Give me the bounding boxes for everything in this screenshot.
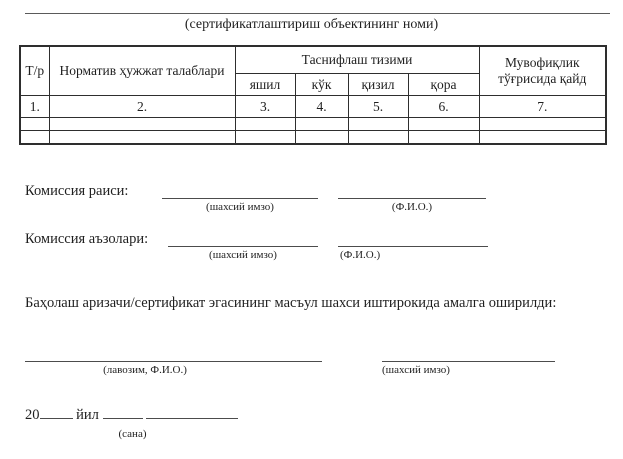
members-signature-caption: (шахсий имзо) [209, 249, 277, 261]
members-signature-blank-line [168, 232, 318, 247]
number-cell: 2. [49, 96, 235, 118]
commission-chair-label: Комиссия раиси: [25, 183, 129, 199]
assessment-statement: Баҳолаш аризачи/сертификат эгасининг масъул шахси иштирокида амалга оширилди: [25, 295, 557, 311]
empty-cell [295, 118, 348, 131]
table-header-row [20, 46, 606, 74]
empty-cell [479, 131, 606, 145]
subheader-cell-red: қизил [348, 74, 408, 96]
empty-cell [235, 118, 295, 131]
members-fio-caption: (Ф.И.О.) [340, 249, 381, 261]
month-blank [146, 403, 238, 419]
header-cell-classification-group: Таснифлаш тизими [235, 46, 479, 74]
object-name-blank-line [25, 13, 610, 14]
date-line [25, 403, 238, 424]
number-cell: 3. [235, 96, 295, 118]
number-cell: 6. [408, 96, 479, 118]
number-cell: 5. [348, 96, 408, 118]
year-prefix: 20 [25, 407, 40, 423]
table-empty-row [20, 118, 606, 131]
header-cell-normative: Норматив ҳужжат талаблари [49, 46, 235, 96]
year-blank [40, 403, 73, 419]
chair-fio-blank-line [338, 184, 486, 199]
number-cell: 7. [479, 96, 606, 118]
empty-cell [348, 118, 408, 131]
date-caption: (сана) [118, 428, 147, 440]
chair-fio-caption: (Ф.И.О.) [391, 201, 433, 213]
empty-cell [408, 131, 479, 145]
chair-signature-blank-line [162, 184, 318, 199]
empty-cell [49, 131, 235, 145]
year-word: йил [76, 407, 99, 423]
responsible-position-caption: (лавозим, Ф.И.О.) [103, 364, 187, 376]
subheader-cell-black: қора [408, 74, 479, 96]
empty-cell [295, 131, 348, 145]
subheader-cell-blue: кўк [295, 74, 348, 96]
day-blank [103, 403, 143, 419]
members-fio-blank-line [338, 232, 488, 247]
empty-cell [20, 131, 49, 145]
empty-cell [235, 131, 295, 145]
empty-cell [479, 118, 606, 131]
commission-members-label: Комиссия аъзолари: [25, 231, 149, 247]
subheader-cell-green: яшил [235, 74, 295, 96]
responsible-signature-blank-line [382, 347, 555, 362]
classification-table [19, 45, 607, 145]
empty-cell [348, 131, 408, 145]
responsible-signature-caption: (шахсий имзо) [382, 364, 450, 376]
number-cell: 4. [295, 96, 348, 118]
chair-signature-caption: (шахсий имзо) [206, 201, 274, 213]
number-cell: 1. [20, 96, 49, 118]
table-empty-row [20, 131, 606, 145]
responsible-position-blank-line [25, 347, 322, 362]
empty-cell [20, 118, 49, 131]
column-number-row [20, 96, 606, 118]
header-cell-tr: Т/р [20, 46, 49, 96]
object-name-caption: (сертификатлаштириш объектининг номи) [184, 17, 439, 32]
empty-cell [408, 118, 479, 131]
empty-cell [49, 118, 235, 131]
header-cell-conformity: Мувофиқлик тўғрисида қайд [479, 46, 606, 96]
